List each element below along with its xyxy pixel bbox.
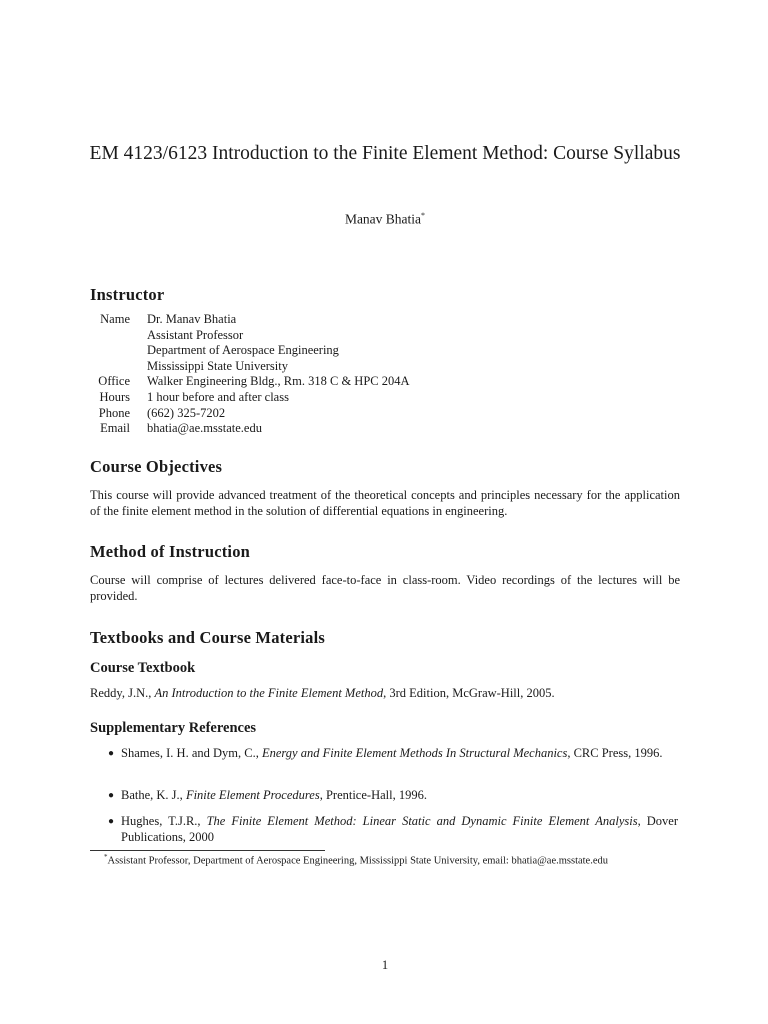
page-number: 1	[381, 958, 389, 972]
reference-rest: , CRC Press, 1996.	[567, 746, 663, 760]
instructor-field-value: Assistant Professor	[147, 327, 244, 342]
textbook-title: An Introduction to the Finite Element Method	[154, 686, 384, 700]
instructor-row	[90, 406, 410, 422]
objectives-heading: Course Objectives	[90, 457, 223, 476]
instructor-field-value: Department of Aerospace Engineering	[147, 343, 339, 358]
author-footnote-mark: *	[421, 211, 426, 220]
footnote-text: Assistant Professor, Department of Aerospace Engineering, Mississippi State University, email: bhatia@ae.msstate.edu	[107, 855, 609, 867]
instructor-field-label: Hours	[99, 389, 130, 404]
instructor-row	[90, 359, 410, 375]
reference-title: Finite Element Procedures	[185, 788, 320, 802]
bullet-icon: ●	[108, 816, 115, 827]
instructor-row	[90, 421, 410, 437]
instructor-field-label	[90, 328, 147, 344]
instructor-field-label: Email	[100, 421, 130, 436]
instructor-field-value: Mississippi State University	[147, 358, 288, 373]
reference-title: Energy and Finite Element Methods In Structural Mechanics	[261, 746, 568, 760]
reference-author: Shames, I. H. and Dym, C.,	[121, 746, 262, 760]
objectives-text: This course will provide advanced treatment of the theoretical concepts and principles necessary for the application of the finite element method in the solution of differential equations in engineering.	[90, 488, 680, 518]
reference-title: The Finite Element Method: Linear Static and Dynamic Finite Element Analysis	[206, 814, 638, 828]
instructor-table	[90, 312, 410, 437]
footnote-mark: *	[104, 853, 108, 861]
instructor-field-label	[90, 359, 147, 375]
textbook-rest: , 3rd Edition, McGraw-Hill, 2005.	[383, 686, 555, 700]
reference-citation	[121, 814, 678, 845]
document-title: EM 4123/6123 Introduction to the Finite Element Method: Course Syllabus	[89, 143, 681, 164]
instructor-field-value: Walker Engineering Bldg., Rm. 318 C & HPC 204A	[147, 374, 410, 389]
instructor-field-value: 1 hour before and after class	[147, 389, 289, 404]
instructor-row	[90, 328, 410, 344]
instructor-row	[90, 343, 410, 359]
instructor-field-label: Name	[100, 312, 130, 326]
method-text: Course will comprise of lectures delivered face-to-face in class-room. Video recordings of the lectures will be provided.	[90, 573, 680, 603]
supplementary-heading: Supplementary References	[90, 720, 257, 736]
method-heading: Method of Instruction	[90, 542, 251, 561]
textbook-citation	[90, 686, 680, 702]
textbook-author: Reddy, J.N.,	[90, 686, 155, 700]
author-name: Manav Bhatia	[344, 211, 422, 227]
reference-rest: , Dover Publications, 2000	[121, 814, 678, 844]
instructor-field-label: Office	[98, 374, 130, 389]
instructor-field-label	[90, 343, 147, 359]
footnote	[104, 851, 704, 868]
instructor-field-label: Phone	[98, 405, 130, 420]
instructor-row	[90, 374, 410, 390]
textbook-heading: Course Textbook	[90, 660, 196, 676]
reference-author: Bathe, K. J.,	[121, 788, 186, 802]
reference-citation	[121, 788, 678, 804]
instructor-field-value: bhatia@ae.msstate.edu	[147, 421, 262, 436]
reference-rest: , Prentice-Hall, 1996.	[319, 788, 427, 802]
instructor-field-value: Dr. Manav Bhatia	[147, 312, 237, 326]
instructor-field-value: (662) 325-7202	[147, 405, 226, 420]
materials-heading: Textbooks and Course Materials	[90, 628, 326, 647]
reference-author: Hughes, T.J.R.,	[121, 814, 207, 828]
instructor-heading: Instructor	[90, 285, 165, 304]
document-author	[90, 211, 680, 228]
instructor-row	[90, 312, 410, 328]
instructor-row	[90, 390, 410, 406]
bullet-icon: ●	[108, 748, 115, 759]
bullet-icon: ●	[108, 790, 115, 801]
reference-citation	[121, 746, 678, 762]
